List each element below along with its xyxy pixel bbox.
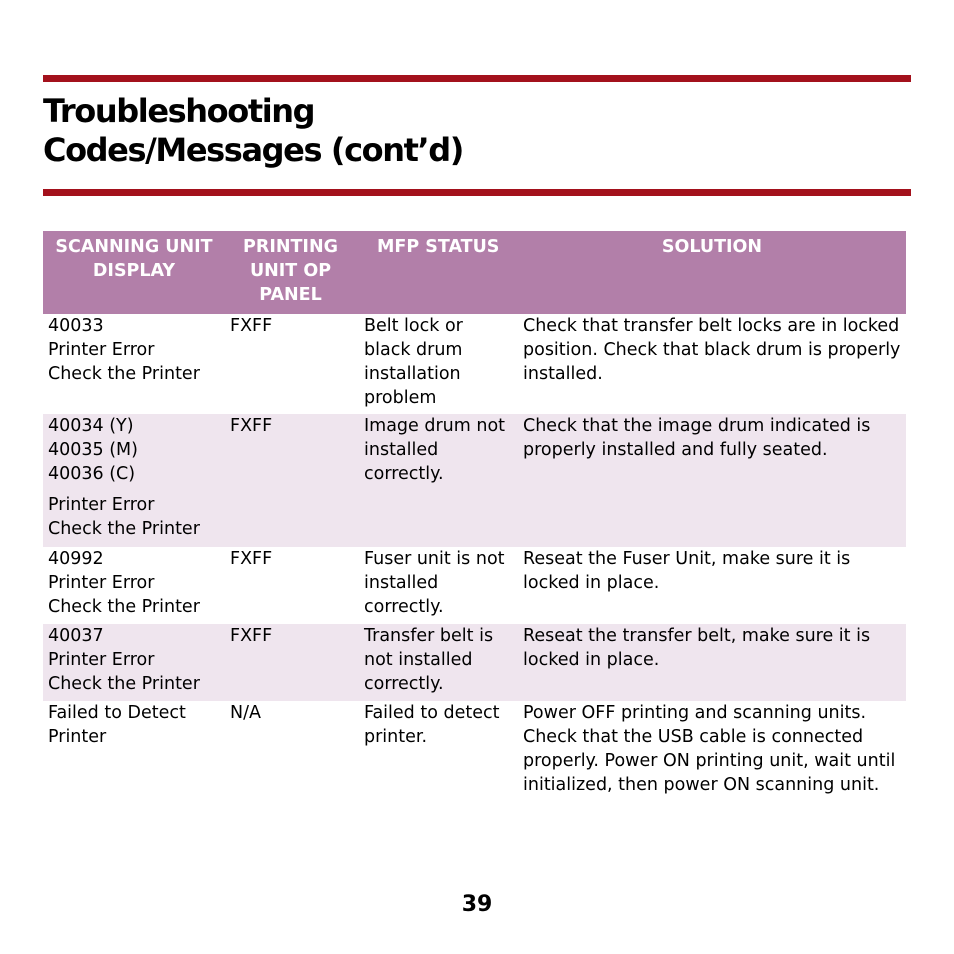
cell-solution: Power OFF printing and scanning units. Check that the USB cable is connected properly. Power ON printing unit, wait until initialized, then power ON scanning unit.	[523, 703, 896, 795]
troubleshooting-table	[43, 231, 906, 826]
display-line: 40037	[48, 626, 104, 646]
header-solution: SOLUTION	[518, 231, 906, 314]
display-line: Failed to Detect	[48, 703, 186, 723]
bottom-rule	[43, 189, 911, 196]
display-line: 40035 (M)	[48, 440, 138, 460]
display-line: 40036 (C)	[48, 464, 136, 484]
display-line: Printer	[48, 727, 107, 747]
display-line: Check the Printer	[48, 519, 200, 539]
cell-display	[43, 414, 225, 547]
table-header-row	[43, 231, 906, 314]
display-line: 40034 (Y)	[48, 416, 134, 436]
cell-panel: FXFF	[230, 549, 273, 569]
display-line: Printer Error	[48, 573, 155, 593]
display-line: Check the Printer	[48, 597, 200, 617]
display-line: Check the Printer	[48, 674, 200, 694]
header-scanning-unit-display: SCANNING UNIT DISPLAY	[43, 231, 225, 314]
cell-panel: FXFF	[230, 316, 273, 336]
cell-display	[43, 547, 225, 624]
page-title-line-2: Codes/Messages (cont’d)	[43, 131, 463, 169]
cell-solution: Check that the image drum indicated is properly installed and fully seated.	[518, 414, 906, 547]
top-rule	[43, 75, 911, 82]
display-line: Printer Error	[48, 650, 155, 670]
display-line: Check the Printer	[48, 364, 200, 384]
cell-panel: FXFF	[225, 414, 356, 547]
cell-panel: N/A	[230, 703, 261, 723]
table-row	[43, 314, 906, 414]
cell-display	[43, 624, 225, 701]
cell-status: Failed to detect printer.	[364, 703, 500, 747]
cell-status: Fuser unit is not installed correctly.	[364, 549, 505, 617]
page-number: 39	[461, 892, 493, 917]
display-line: Printer Error	[48, 495, 155, 515]
cell-display	[43, 701, 225, 826]
table-row	[43, 414, 906, 547]
table-row	[43, 624, 906, 701]
cell-status: Image drum not installed correctly.	[356, 414, 518, 547]
table-row	[43, 547, 906, 624]
header-printing-unit-op-panel: PRINTING UNIT OP PANEL	[225, 231, 356, 314]
cell-status: Transfer belt is not installed correctly.	[356, 624, 518, 701]
cell-solution: Reseat the Fuser Unit, make sure it is locked in place.	[523, 549, 851, 593]
header-mfp-status: MFP STATUS	[356, 231, 518, 314]
page-title-line-1: Troubleshooting	[43, 92, 315, 130]
cell-status: Belt lock or black drum installation problem	[364, 316, 463, 408]
display-line: Printer Error	[48, 340, 155, 360]
display-line: 40992	[48, 549, 104, 569]
cell-panel: FXFF	[225, 624, 356, 701]
cell-solution: Check that transfer belt locks are in locked position. Check that black drum is properly installed.	[523, 316, 901, 384]
page-title	[43, 92, 463, 170]
display-line: 40033	[48, 316, 104, 336]
table-row	[43, 701, 906, 826]
cell-solution: Reseat the transfer belt, make sure it is locked in place.	[518, 624, 906, 701]
cell-display	[43, 314, 225, 414]
